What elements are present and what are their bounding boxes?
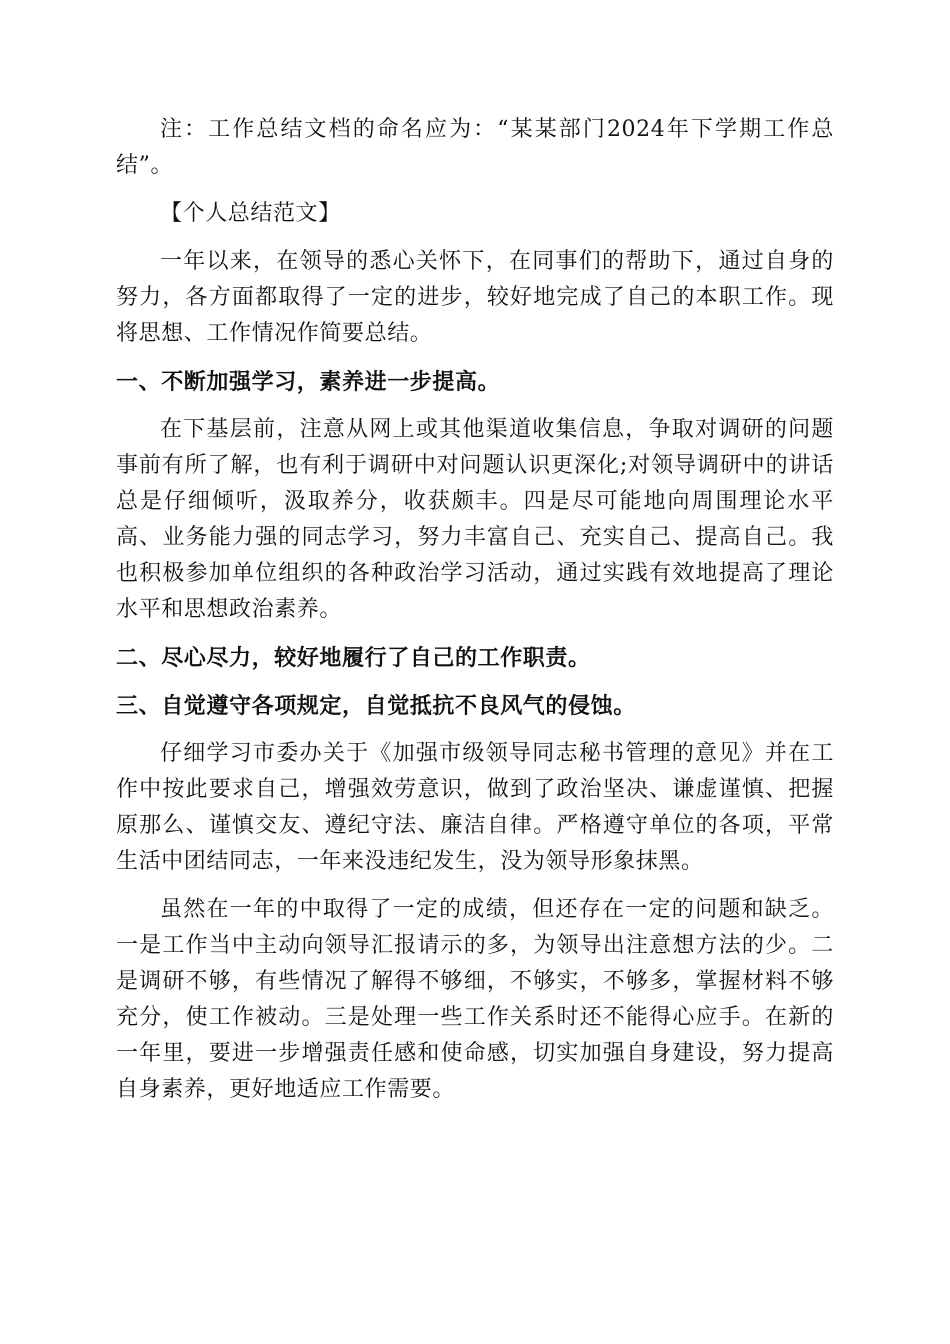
sample-title: 【个人总结范文】 [160,201,341,226]
intro-paragraph: 一年以来，在领导的悉心关怀下，在同事们的帮助下，通过自身的努力，各方面都取得了一定的进步，较好地完成了自己的本职工作。现将思想、工作情况作简要总结。 [116,249,834,346]
naming-note: 注：工作总结文档的命名应为：“某某部门2024年下学期工作总结”。 [116,117,834,178]
section2-heading: 二、尽心尽力，较好地履行了自己的工作职责。 [116,645,591,671]
section1-body: 在下基层前，注意从网上或其他渠道收集信息，争取对调研的问题事前有所了解，也有利于调研中对问题认识更深化;对领导调研中的讲话总是仔细倾听，汲取养分，收获颇丰。四是尽可能地向周围理论水平高、业务能力强的同志学习，努力丰富自己、充实自己、提高自己。我也积极参加单位组织的各种政治学习活动，通过实践有效地提高了理论水平和思想政治素养。 [116,417,834,622]
section3-body: 仔细学习市委办关于《加强市级领导同志秘书管理的意见》并在工作中按此要求自己，增强效劳意识，做到了政治坚决、谦虚谨慎、把握原那么、谨慎交友、遵纪守法、廉洁自律。严格遵守单位的各项，平常生活中团结同志，一年来没违纪发生，没为领导形象抹黑。 [116,741,834,874]
section1-heading: 一、不断加强学习，素养进一步提高。 [116,369,501,395]
document-page [116,112,834,1108]
section3-heading: 三、自觉遵守各项规定，自觉抵抗不良风气的侵蚀。 [116,693,636,719]
conclusion-paragraph: 虽然在一年的中取得了一定的成绩，但还存在一定的问题和缺乏。一是工作当中主动向领导汇报请示的多，为领导出注意想方法的少。二是调研不够，有些情况了解得不够细，不够实，不够多，掌握材料不够充分，使工作被动。三是处理一些工作关系时还不能得心应手。在新的一年里，要进一步增强责任感和使命感，切实加强自身建设，努力提高自身素养，更好地适应工作需要。 [116,897,834,1102]
